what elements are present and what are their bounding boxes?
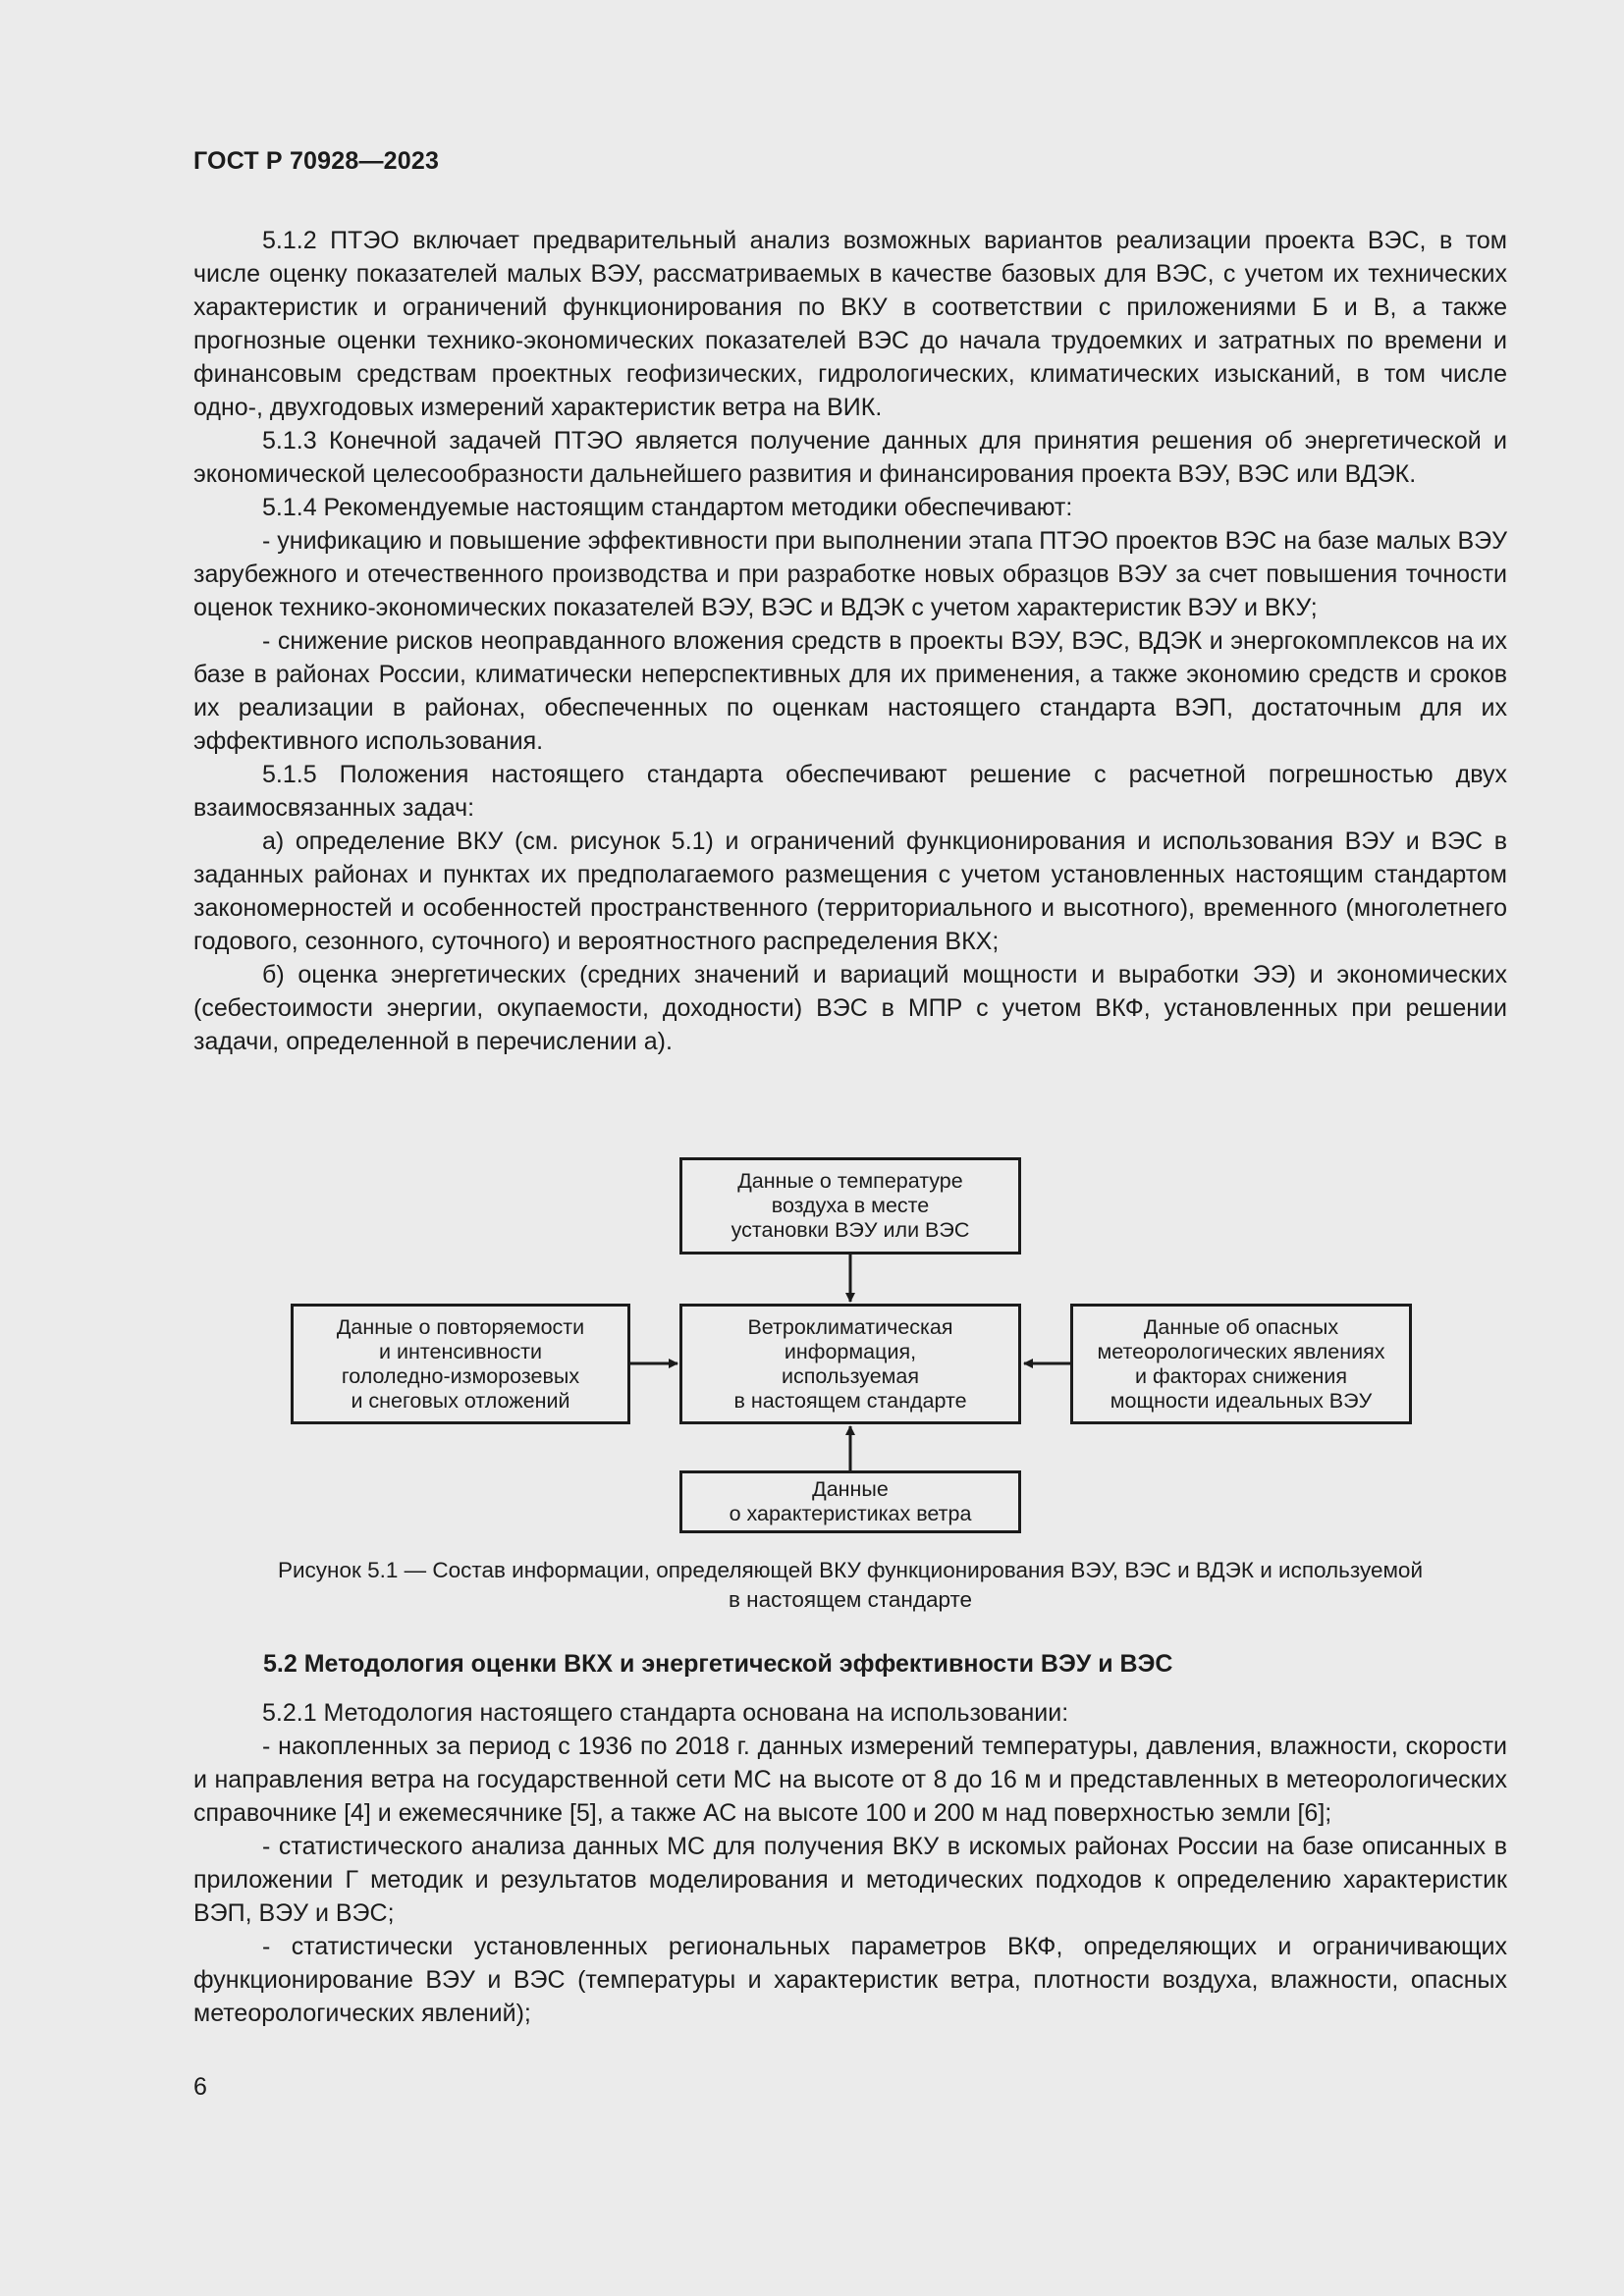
list-item: - снижение рисков неоправданного вложения средств в проекты ВЭУ, ВЭС, ВДЭК и энергокомплексов на их базе в районах России, климатически неперспективных для их применения, а также экономию средств и сроков их реализации в районах, обеспеченных по оценкам настоящего стандарта ВЭП, достаточным для их эффективного использования. bbox=[193, 627, 1507, 755]
box-icing-data: Данные о повторяемости и интенсивности гололедно-изморозевых и снеговых отложений bbox=[291, 1304, 630, 1424]
box-wind-characteristics: Данные о характеристиках ветра bbox=[679, 1470, 1021, 1533]
paragraph-5-1-2: 5.1.2 ПТЭО включает предварительный анализ возможных вариантов реализации проекта ВЭС, в том числе оценку показателей малых ВЭУ, рассматриваемых в качестве базовых для ВЭС, с учетом их технических характеристик и ограничений функционирования по ВКУ в соответствии с приложениями Б и В, а также прогнозные оценки технико-экономических показателей ВЭС до начала трудоемких и затратных по времени и финансовым средствам проектных геофизических, гидрологических, климатических изысканий, в том числе одно-, двухгодовых измерений характеристик ветра на ВИК. bbox=[193, 227, 1507, 421]
paragraph-5-1-4: 5.1.4 Рекомендуемые настоящим стандартом методики обеспечивают: bbox=[262, 494, 1073, 521]
paragraph-5-1-3: 5.1.3 Конечной задачей ПТЭО является получение данных для принятия решения об энергетической и экономической целесообразности дальнейшего развития и финансирования проекта ВЭУ, ВЭС или ВДЭК. bbox=[193, 427, 1507, 488]
paragraph-5-2-1: 5.2.1 Методология настоящего стандарта основана на использовании: bbox=[262, 1699, 1069, 1727]
figure-caption: Рисунок 5.1 — Состав информации, определяющей ВКУ функционирования ВЭУ, ВЭС и ВДЭК и используемой в настоящем стандарте bbox=[277, 1558, 1424, 1612]
section-title-5-2: 5.2 Методология оценки ВКХ и энергетической эффективности ВЭУ и ВЭС bbox=[263, 1650, 1173, 1678]
list-item-a: а) определение ВКУ (см. рисунок 5.1) и ограничений функционирования и использования ВЭУ и ВЭС в заданных районах и пунктах их предполагаемого размещения с учетом установленных настоящим стандартом закономерностей и особенностей пространственного (территориального и высотного), временного (многолетнего годового, сезонного, суточного) и вероятностного распределения ВКХ; bbox=[193, 828, 1507, 955]
list-item: - унификацию и повышение эффективности при выполнении этапа ПТЭО проектов ВЭС на базе малых ВЭУ зарубежного и отечественного производства и при разработке новых образцов ВЭУ за счет повышения точности оценок технико-экономических показателей ВЭУ, ВЭС и ВДЭК с учетом характеристик ВЭУ и ВКУ; bbox=[193, 527, 1507, 621]
box-hazard-data: Данные об опасных метеорологических явлениях и факторах снижения мощности идеальных ВЭУ bbox=[1070, 1304, 1412, 1424]
paragraph-5-1-5: 5.1.5 Положения настоящего стандарта обеспечивают решение с расчетной погрешностью двух взаимосвязанных задач: bbox=[193, 761, 1507, 822]
box-wind-climate-info: Ветроклиматическая информация, используемая в настоящем стандарте bbox=[679, 1304, 1021, 1424]
box-air-temperature: Данные о температуре воздуха в месте установки ВЭУ или ВЭС bbox=[679, 1157, 1021, 1255]
document-header: ГОСТ Р 70928—2023 bbox=[193, 147, 440, 175]
page-number: 6 bbox=[193, 2073, 207, 2101]
list-item: - статистического анализа данных МС для получения ВКУ в искомых районах России на базе описанных в приложении Г методик и результатов моделирования и методических подходов к определению характеристик ВЭП, ВЭУ и ВЭС; bbox=[193, 1833, 1507, 1927]
list-item-b: б) оценка энергетических (средних значений и вариаций мощности и выработки ЭЭ) и экономических (себестоимости энергии, окупаемости, доходности) ВЭС в МПР с учетом ВКФ, установленных при решении задачи, определенной в перечислении а). bbox=[193, 961, 1507, 1055]
body-section-5-1 bbox=[193, 224, 1507, 1058]
body-section-5-2 bbox=[193, 1696, 1507, 2030]
list-item: - статистически установленных региональных параметров ВКФ, определяющих и ограничивающих функционирование ВЭУ и ВЭС (температуры и характеристик ветра, плотности воздуха, влажности, опасных метеорологических явлений); bbox=[193, 1933, 1507, 2027]
list-item: - накопленных за период с 1936 по 2018 г. данных измерений температуры, давления, влажности, скорости и направления ветра на государственной сети МС на высоте от 8 до 16 м и представленных в метеорологических справочнике [4] и ежемесячнике [5], а также АС на высоте 100 и 200 м над поверхностью земли [6]; bbox=[193, 1733, 1507, 1827]
